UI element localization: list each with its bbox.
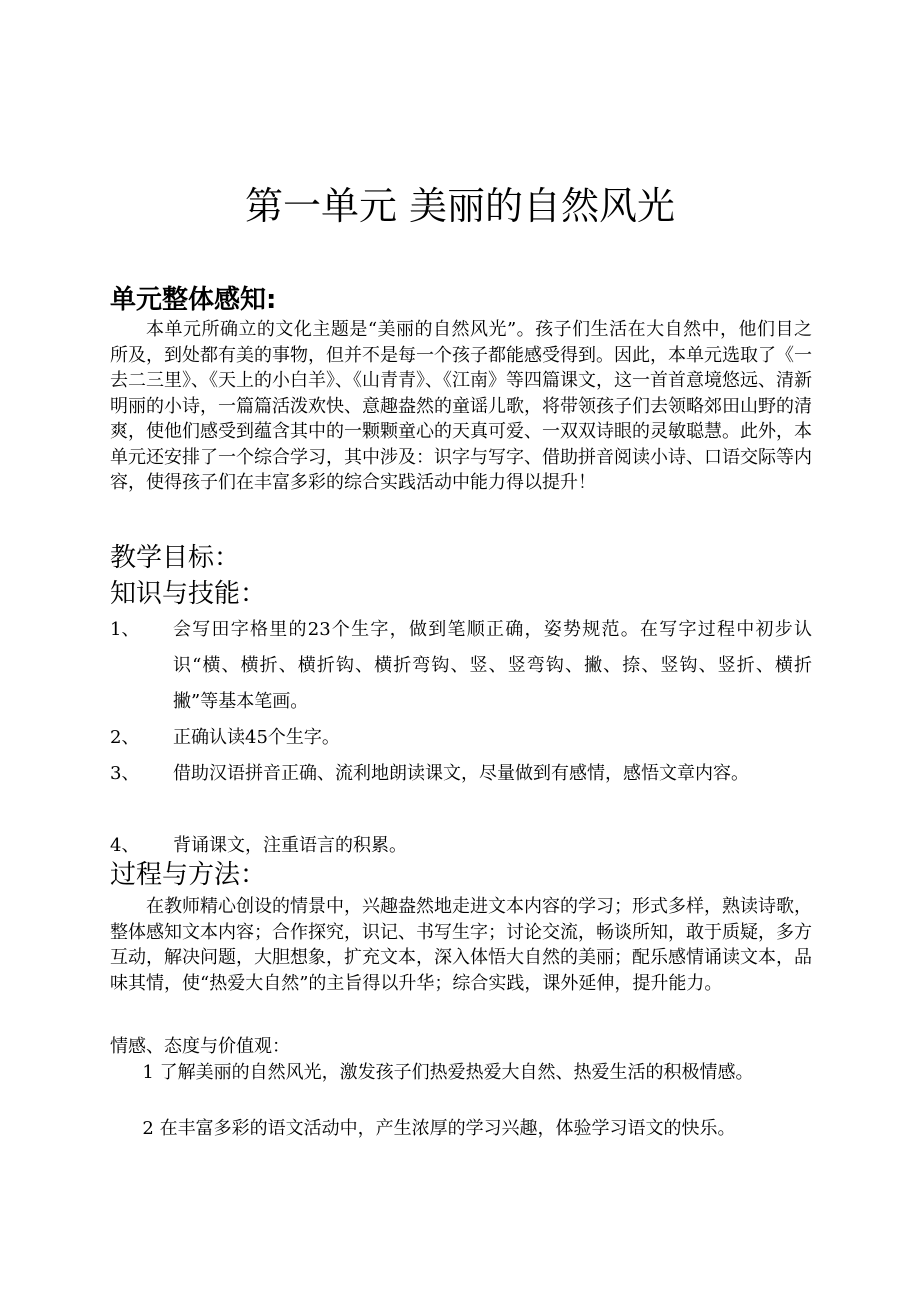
- item-text: 会写田字格里的23个生字，做到笔顺正确，姿势规范。在写字过程中初步认识“横、横折、横折钩、横折弯钩、竖、竖弯钩、撇、捺、竖钩、竖折、横折撇”等基本笔画。: [173, 619, 812, 712]
- knowledge-item-1: [110, 612, 812, 720]
- emotion-item-2: 2 在丰富多彩的语文活动中，产生浓厚的学习兴趣，体验学习语文的快乐。: [142, 1118, 736, 1139]
- item-text: 正确认读45个生字。: [173, 727, 340, 748]
- item-text: 背诵课文，注重语言的积累。: [173, 835, 407, 856]
- item-number: 3、: [110, 763, 140, 784]
- process-method-heading: 过程与方法：: [110, 860, 267, 890]
- item-number: 4、: [110, 835, 140, 856]
- process-paragraph: 在教师精心创设的情景中，兴趣盎然地走进文本内容的学习；形式多样，熟读诗歌，整体感知文本内容；合作探究，识记、书写生字；讨论交流，畅谈所知，敢于质疑，多方互动，解决问题，大胆想象，扩充文本，深入体悟大自然的美丽；配乐感情诵读文本，品味其情，使“热爱大自然”的主旨得以升华；综合实践，课外延伸，提升能力。: [110, 896, 812, 994]
- emotion-item-1: 1 了解美丽的自然风光，激发孩子们热爱热爱大自然、热爱生活的积极情感。: [142, 1062, 754, 1083]
- overview-heading: 单元整体感知:: [110, 285, 277, 315]
- item-text: 借助汉语拼音正确、流利地朗读课文，尽量做到有感情，感悟文章内容。: [173, 763, 749, 784]
- knowledge-skills-heading: 知识与技能：: [110, 579, 267, 609]
- knowledge-item-3: [110, 756, 812, 792]
- item-number: 2、: [110, 727, 140, 748]
- page-title: 第一单元 美丽的自然风光: [244, 184, 676, 228]
- emotion-heading: 情感、态度与价值观：: [110, 1036, 290, 1057]
- overview-paragraph: 本单元所确立的文化主题是“美丽的自然风光”。孩子们生活在大自然中，他们目之所及，到处都有美的事物，但并不是每一个孩子都能感受得到。因此，本单元选取了《一去二三里》、《天上的小白羊》、《山青青》、《江南》等四篇课文，这一首首意境悠远、清新明丽的小诗，一篇篇活泼欢快、意趣盎然的童谣儿歌，将带领孩子们去领略郊田山野的清爽，使他们感受到蕴含其中的一颗颗童心的天真可爱、一双双诗眼的灵敏聪慧。此外，本单元还安排了一个综合学习，其中涉及：识字与写字、借助拼音阅读小诗、口语交际等内容，使得孩子们在丰富多彩的综合实践活动中能力得以提升！: [110, 319, 812, 493]
- knowledge-item-2: [110, 720, 812, 756]
- item-number: 1、: [110, 619, 140, 640]
- teaching-goals-heading: 教学目标：: [110, 543, 241, 573]
